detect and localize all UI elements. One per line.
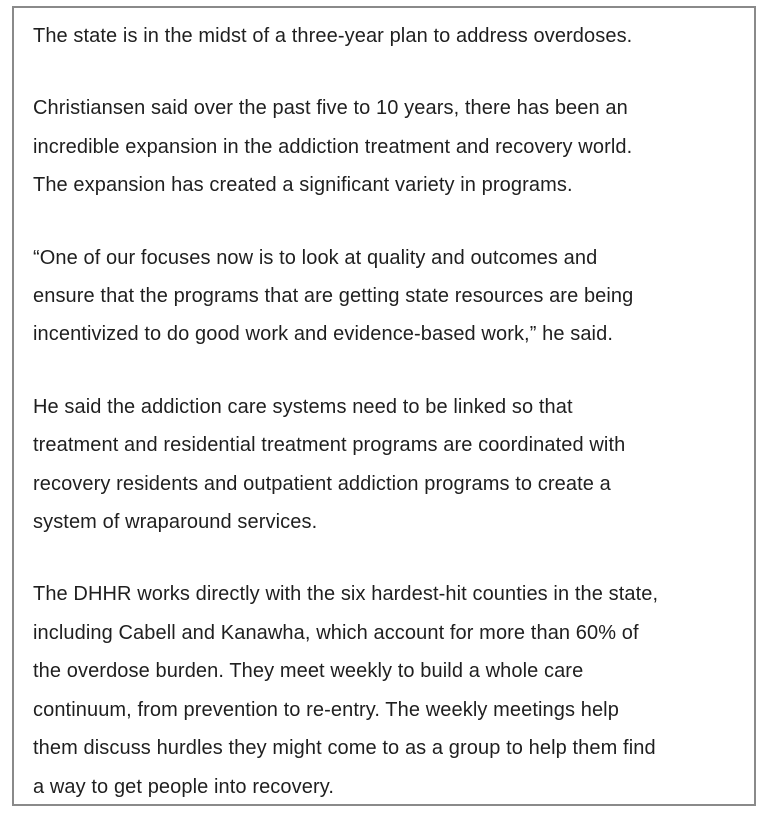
text-line: “One of our focuses now is to look at quality and outcomes and (33, 246, 598, 269)
text-line: recovery residents and outpatient addiction programs to create a (33, 472, 611, 495)
paragraph-linked-care-systems (33, 388, 753, 542)
paragraph-quote-quality-outcomes (33, 239, 753, 354)
text-line: Christiansen said over the past five to 10 years, there has been an (33, 97, 628, 120)
text-line: The state is in the midst of a three-year plan to address overdoses. (33, 25, 633, 47)
text-line: including Cabell and Kanawha, which account for more than 60% of (33, 621, 639, 644)
text-line: continuum, from prevention to re-entry. The weekly meetings help (33, 698, 619, 721)
text-line: system of wraparound services. (33, 511, 318, 534)
text-line: a way to get people into recovery. (33, 775, 334, 798)
paragraph-treatment-expansion (33, 89, 753, 204)
text-line: them discuss hurdles they might come to as a group to help them find (33, 737, 656, 760)
text-line: incredible expansion in the addiction treatment and recovery world. (33, 135, 633, 158)
text-line: He said the addiction care systems need to be linked so that (33, 395, 573, 418)
text-line: The expansion has created a significant variety in programs. (33, 174, 573, 197)
article-body (33, 17, 753, 806)
text-line: the overdose burden. They meet weekly to build a whole care (33, 660, 584, 683)
text-line: incentivized to do good work and evidence-based work,” he said. (33, 323, 613, 346)
text-line: The DHHR works directly with the six hardest-hit counties in the state, (33, 583, 659, 606)
paragraph-dhhr-counties (33, 575, 753, 805)
text-line: ensure that the programs that are getting state resources are being (33, 285, 634, 308)
article-frame (12, 6, 756, 806)
paragraph-three-year-plan (33, 17, 753, 55)
text-line: treatment and residential treatment programs are coordinated with (33, 434, 626, 457)
